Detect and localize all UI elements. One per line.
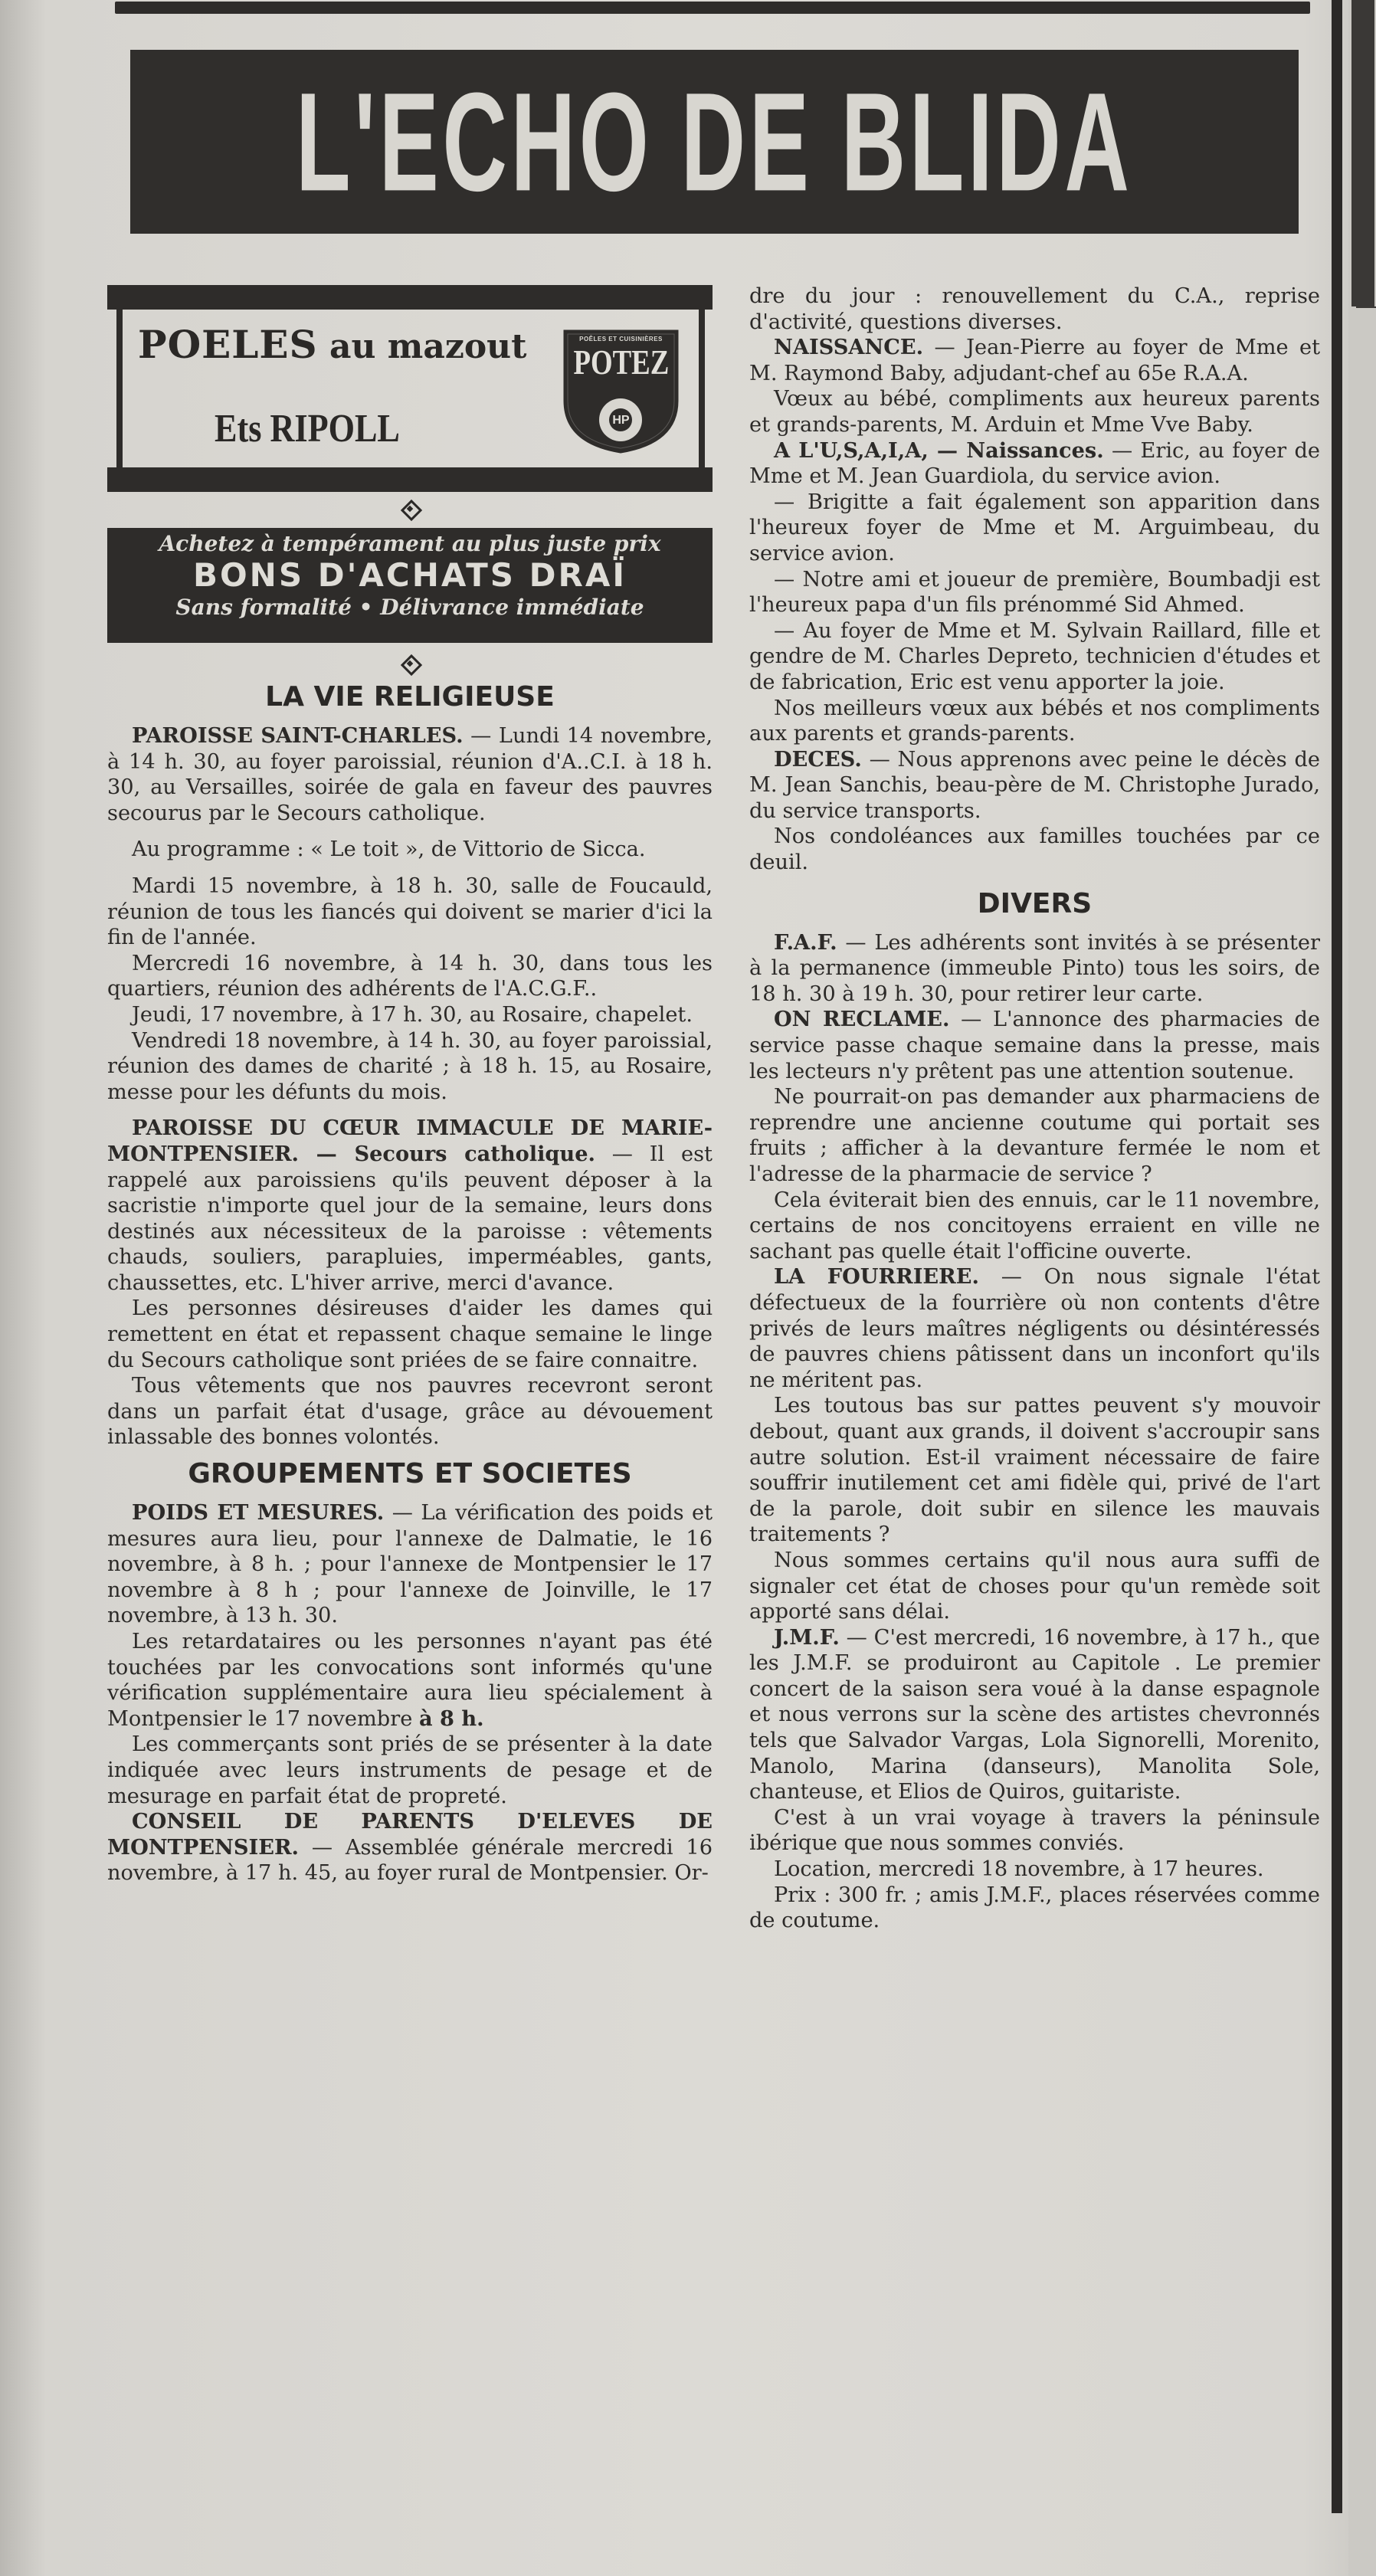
adjacent-page-edge	[1348, 0, 1376, 2576]
article-deces: DECES. — Nous apprenons avec peine le décès de M. Jean Sanchis, beau-père de M. Christophe Jurado, du service transports.	[749, 746, 1320, 823]
article-paragraph: Cela éviterait bien des ennuis, car le 11 novembre, certains de nos concitoyens erraient en ville ne sachant pas quelle était l'officine ouverte.	[749, 1188, 1320, 1263]
article-paragraph: Vœux au bébé, compliments aux heureux parents et grands-parents, M. Arduin et Mme Vve Baby.	[749, 387, 1320, 437]
diamond-ornament-icon	[400, 654, 420, 673]
article-naissance: NAISSANCE. — Jean-Pierre au foyer de Mme et M. Raymond Baby, adjudant-chef au 65e R.A.A.	[749, 335, 1320, 385]
article-continuation: dre du jour : renouvellement du C.A., reprise d'activité, questions diverses.	[749, 284, 1320, 334]
article-paragraph: Les commerçants sont priés de se présenter à la date indiquée avec leurs instruments de pesage et de mesurage en parfait état de propreté.	[107, 1732, 713, 1808]
left-column	[107, 276, 713, 1886]
article-paragraph: Nos meilleurs vœux aux bébés et nos compliments aux parents et grands-parents.	[749, 696, 1320, 746]
article-paragraph: Nous sommes certains qu'il nous aura suffi de signaler cet état de choses pour qu'un remède soit apporté sans délai.	[749, 1548, 1320, 1624]
article-paroisse-saint-charles: PAROISSE SAINT-CHARLES. — Lundi 14 novembre, à 14 h. 30, au foyer paroissial, réunion d'A..C.I. à 18 h. 30, au Versailles, soirée de gala en faveur des pauvres secourus par le Secours catholique.	[107, 723, 713, 825]
article-la-fourriere: LA FOURRIERE. — On nous signale l'état défectueux de la fourrière où non contents d'être privés de leurs maîtres négligents ou désintéressés de pauvres chiens pâtissent dans un inconfort qu'ils ne méritent pas.	[749, 1264, 1320, 1392]
article-conseil-parents: CONSEIL DE PARENTS D'ELEVES DE MONTPENSIER. — Assemblée générale mercredi 16 novembre, à 17 h. 45, au foyer rural de Montpensier. Or-	[107, 1809, 713, 1886]
article-paragraph: Prix : 300 fr. ; amis J.M.F., places réservées comme de coutume.	[749, 1883, 1320, 1933]
article-paragraph: Au programme : « Le toit », de Vittorio de Sicca.	[132, 837, 646, 862]
article-paragraph: Ne pourrait-on pas demander aux pharmaciens de reprendre une ancienne coutume qui portait ses fruits ; afficher à la devanture fermée le nom et l'adresse de la pharmacie de service ?	[749, 1085, 1320, 1186]
ad-company: Ets RIPOLL	[215, 407, 400, 451]
article-paragraph: Nos condoléances aux familles touchées par ce deuil.	[749, 824, 1320, 875]
separator	[107, 499, 713, 519]
masthead	[130, 50, 1299, 234]
top-rule	[115, 2, 1310, 14]
article-paragraph: Vendredi 18 novembre, à 14 h. 30, au foyer paroissial, réunion des dames de charité ; à 18 h. 15, au Rosaire, messe pour les défunts du mois.	[107, 1028, 713, 1104]
article-paragraph: C'est à un vrai voyage à travers la péninsule ibérique que nous sommes conviés.	[749, 1805, 1320, 1856]
article-paroisse-coeur-immacule: PAROISSE DU CŒUR IMMACULE DE MARIE-MONTPENSIER. — Secours catholique. — Il est rappelé aux paroissiens qu'ils peuvent déposer à la sacristie n'importe quel jour de la semaine, leurs dons destinés aux nécessiteux de la paroisse : vêtements chauds, souliers, parapluies, imperméables, gants, chaussettes, etc. L'hiver arrive, merci d'avance.	[107, 1116, 713, 1295]
ad-bons-achats-drai: Achetez à tempérament au plus juste prix BONS D'ACHATS DRAÏ Sans formalité • Délivrance immédiate	[107, 528, 713, 643]
article-poids-et-mesures: POIDS ET MESURES. — La vérification des poids et mesures aura lieu, pour l'annexe de Dalmatie, le 16 novembre, à 8 h. ; pour l'annexe de Montpensier le 17 novembre à 8 h ; pour l'annexe de Joinville, le 17 novembre, à 13 h. 30.	[107, 1500, 713, 1628]
column-rule	[1332, 0, 1342, 2513]
article-paragraph: Mercredi 16 novembre, à 14 h. 30, dans tous les quartiers, réunion des adhérents de l'A.C.G.F..	[107, 951, 713, 1001]
article-paragraph: Les retardataires ou les personnes n'ayant pas été touchées par les convocations sont informés qu'une vérification supplémentaire aura lieu spécialement à Montpensier le 17 novembre à 8 h.	[107, 1630, 713, 1731]
article-faf: F.A.F. — Les adhérents sont invités à se présenter à la permanence (immeuble Pinto) tous les soirs, de 18 h. 30 à 19 h. 30, pour retirer leur carte.	[749, 929, 1320, 1006]
article-paragraph: — Au foyer de Mme et M. Sylvain Raillard, fille et gendre de M. Charles Depreto, technicien d'études et de fabrication, Eric est venu apporter la joie.	[749, 618, 1320, 694]
article-paragraph: — Brigitte a fait également son apparition dans l'heureux foyer de Mme et M. Arguimbeau, du service avion.	[749, 490, 1320, 565]
right-column	[749, 283, 1320, 1934]
separator	[107, 654, 713, 673]
article-paragraph: — Notre ami et joueur de première, Boumbadji est l'heureux papa d'un fils prénommé Sid Ahmed.	[749, 567, 1320, 618]
article-jmf: J.M.F. — C'est mercredi, 16 novembre, à 17 h., que les J.M.F. se produiront au Capitole . Le premier concert de la saison sera voué à la danse espagnole et nous verrons sur la scène des artistes chevronnés tels que Salvador Vargas, Lola Signorelli, Morenito, Manolo, Marina (danseurs), Manolita Sole, chanteuse, et Elios de Quiros, guitariste.	[749, 1624, 1320, 1804]
section-heading-divers: DIVERS	[977, 887, 1093, 919]
article-on-reclame: ON RECLAME. — L'annonce des pharmacies de service passe chaque semaine dans la presse, mais les lecteurs n'y prêtent pas une attention soutenue.	[749, 1007, 1320, 1083]
section-heading-groupements: GROUPEMENTS ET SOCIETES	[188, 1458, 632, 1490]
ad-headline: POELES au mazout	[138, 322, 527, 367]
article-paragraph: Les personnes désireuses d'aider les dames qui remettent en état et repassent chaque semaine le linge du Secours catholique sont priées de se faire connaitre.	[107, 1296, 713, 1372]
article-paragraph: Tous vêtements que nos pauvres recevront seront dans un parfait état d'usage, grâce au dévouement inlassable des bonnes volontés.	[107, 1374, 713, 1450]
article-usaia: A L'U,S,A,I,A, — Naissances. — Eric, au foyer de Mme et M. Jean Guardiola, du service avion.	[749, 438, 1320, 489]
article-paragraph: Les toutous bas sur pattes peuvent s'y mouvoir debout, quant aux grands, il doivent s'accroupir sans autre solution. Est-il vraiment nécessaire de faire souffrir inutilement cet ami fidèle qui, privé de l'art de la parole, doit subir en silence les mauvais traitements ?	[749, 1394, 1320, 1547]
article-paragraph: Location, mercredi 18 novembre, à 17 heures.	[774, 1857, 1264, 1882]
article-paragraph: Jeudi, 17 novembre, à 17 h. 30, au Rosaire, chapelet.	[132, 1002, 693, 1027]
masthead-title: L'ECHO DE BLIDA	[296, 62, 1133, 220]
section-heading-vie-religieuse: LA VIE RELIGIEUSE	[265, 681, 555, 713]
article-paragraph: Mardi 15 novembre, à 18 h. 30, salle de Foucauld, réunion de tous les fiancés qui doivent se marier d'ici la fin de l'année.	[107, 873, 713, 950]
ad-poeles-ripoll	[107, 276, 713, 494]
diamond-ornament-icon	[400, 499, 420, 519]
potez-logo: POÊLES ET CUISINIÈRES POTEZ HP	[562, 328, 680, 454]
